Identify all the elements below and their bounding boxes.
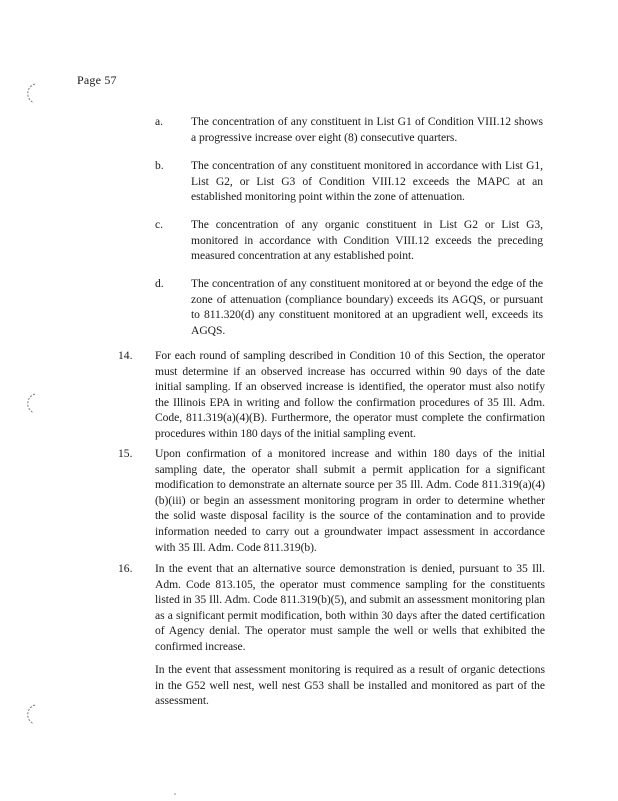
numbered-item-text: Upon confirmation of a monitored increase and within 180 days of the initial sampling date, the operator shall submit a permit application for a significant modification to demonstrate an alternate source per 35 Ill. Adm. Code 811.319(a)(4)(b)(iii) or begin an assessment monitoring program in order to determine whether the solid waste disposal facility is the source of the contamination and to provide information needed to carry out a groundwater impact assessment in accordance with 35 Ill. Adm. Code 811.319(b). [155,447,545,554]
numbered-item-text: For each round of sampling described in Condition 10 of this Section, the operator must determine if an observed increase has occurred within 90 days of the date initial sampling. If an observed increase is identified, the operator must also notify the Illinois EPA in writing and follow the confirmation procedures of 35 Ill. Adm. Code, 811.319(a)(4)(B). Furthermore, the operator must complete the confirmation procedures within 180 days of the initial sampling event. [155,349,545,440]
sub-item-marker: d. [155,277,164,290]
numbered-item-text: In the event that an alternative source demonstration is denied, pursuant to 35 Ill. Adm. Code 813.105, the operator must commence sampling for the constituents listed in 35 Ill. Adm. Code 811.319(b)(5), and submit an assessment monitoring plan as a significant permit modification, both within 30 days after the dated certification of Agency denial. The operator must sample the well or wells that exhibited the confirmed increase. [155,562,545,653]
page-number-header: Page 57 [77,73,117,87]
numbered-item-marker: 15. [118,447,133,460]
sub-item-text: The concentration of any constituent monitored in accordance with List G1, List G2, or List G3 of Condition VIII.12 exceeds the MAPC at an established monitoring point within the zone of attenuation. [191,159,543,204]
punch-hole-mark-middle [24,392,38,414]
sub-item-text: The concentration of any constituent monitored at or beyond the edge of the zone of attenuation (compliance boundary) exceeds its AGQS, or pursuant to 811.320(d) any constituent monitored at an upgradient well, exceeds its AGQS. [191,277,543,337]
punch-hole-mark-top [24,82,38,104]
continuation-paragraph: In the event that assessment monitoring is required as a result of organic detections in the G52 well nest, well nest G53 shall be installed and monitored as part of the assessment. [155,663,545,708]
numbered-item-marker: 14. [118,349,133,362]
sub-item-marker: b. [155,159,164,172]
sub-item-marker: c. [155,218,164,231]
numbered-item-marker: 16. [118,562,133,575]
punch-hole-mark-bottom [24,703,38,725]
sub-item-text: The concentration of any organic constituent in List G2 or List G3, monitored in accordance with Condition VIII.12 exceeds the preceding measured concentration at any established point. [191,218,543,263]
scan-speck [173,783,177,787]
sub-item-marker: a. [155,115,164,128]
sub-item-text: The concentration of any constituent in List G1 of Condition VIII.12 shows a progressive increase over eight (8) consecutive quarters. [191,115,543,144]
